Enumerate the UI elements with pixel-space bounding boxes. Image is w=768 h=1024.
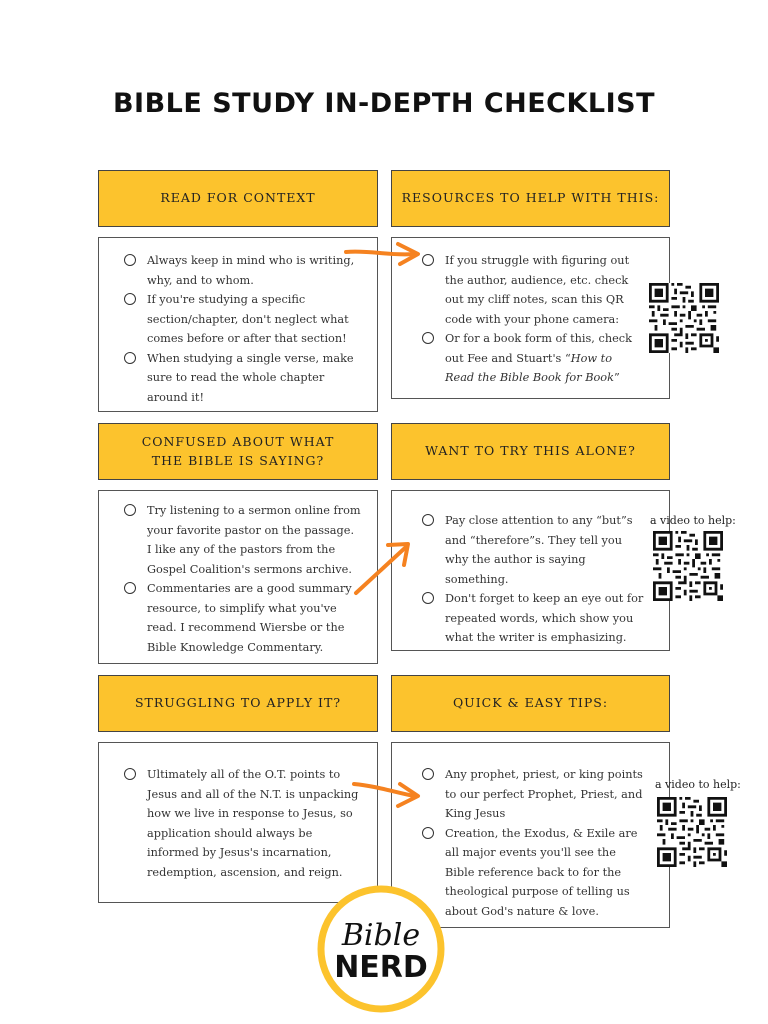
qr-code-icon[interactable] [653,531,723,601]
checklist-item: Always keep in mind who is writing, why, and to whom. [124,251,362,290]
logo-text-bible: Bible [341,918,421,953]
bible-nerd-logo [317,885,445,1013]
checklist-item: Any prophet, priest, or king points to our perfect Prophet, Priest, and King Jesus [422,765,646,824]
checklist-item: Try listening to a sermon online from your favorite pastor on the passage. I like any of the pastors from the Gospel Coalition's sermons archive. [124,501,362,579]
checkbox-circle[interactable] [422,514,434,526]
resources-box [391,237,670,399]
qr-code-icon[interactable] [657,797,727,867]
header-read-for-context: READ FOR CONTEXT [98,170,378,227]
checklist-item: Or for a book form of this, check out Fee and Stuart's “How to Read the Bible Book for Book” [422,329,642,388]
checkbox-circle[interactable] [124,352,136,364]
checklist-item: Ultimately all of the O.T. points to Jesus and all of the N.T. is unpacking how we live in response to Jesus, so application should always be informed by Jesus's incarnation, redemption, ascension, and reign. [124,765,362,882]
video-label: a video to help: [650,514,736,527]
video-label: a video to help: [655,778,741,791]
checkbox-circle[interactable] [124,768,136,780]
checklist-item: Pay close attention to any “but”s and “therefore”s. They tell you why the author is saying something. [422,511,646,589]
apply-box [98,742,378,903]
checkbox-circle[interactable] [422,332,434,344]
checkbox-circle[interactable] [124,504,136,516]
header-try-alone: WANT TO TRY THIS ALONE? [391,423,670,480]
checkbox-circle[interactable] [422,592,434,604]
checklist-item: Commentaries are a good summary resource, to simplify what you've read. I recommend Wiersbe or the Bible Knowledge Commentary. [124,579,362,657]
qr-code-icon[interactable] [649,283,719,353]
checkbox-circle[interactable] [422,827,434,839]
header-apply: STRUGGLING TO APPLY IT? [98,675,378,732]
checklist-item: When studying a single verse, make sure to read the whole chapter around it! [124,349,362,408]
checklist-item: Creation, the Exodus, & Exile are all major events you'll see the Bible reference back to for the theological purpose of telling us about God's nature & love. [422,824,646,922]
checkbox-circle[interactable] [124,582,136,594]
page-title: BIBLE STUDY IN-DEPTH CHECKLIST [112,88,656,119]
header-confused: CONFUSED ABOUT WHAT THE BIBLE IS SAYING? [98,423,378,480]
arrow-right-icon [348,772,428,812]
checkbox-circle[interactable] [124,254,136,266]
confused-box [98,490,378,664]
header-quick-tips: QUICK & EASY TIPS: [391,675,670,732]
try-alone-box [391,490,670,651]
checklist-item: If you struggle with figuring out the author, audience, etc. check out my cliff notes, scan this QR code with your phone camera: [422,251,642,329]
header-resources: RESOURCES TO HELP WITH THIS: [391,170,670,227]
arrow-up-right-icon [348,535,418,600]
checklist-item: If you're studying a specific section/chapter, don't neglect what comes before or after that section! [124,290,362,349]
logo-text-nerd: NERD [334,950,428,985]
arrow-right-icon [340,236,430,276]
checkbox-circle[interactable] [124,293,136,305]
checklist-item: Don't forget to keep an eye out for repeated words, which show you what the writer is emphasizing. [422,589,646,648]
context-box [98,237,378,412]
